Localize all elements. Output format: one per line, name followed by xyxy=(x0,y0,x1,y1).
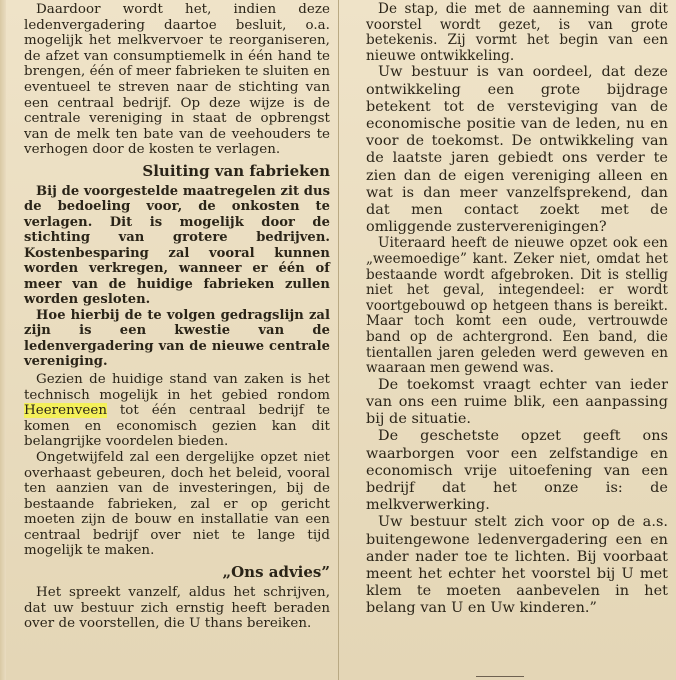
paragraph-opzet xyxy=(366,428,668,514)
paragraph-heerenveen-after: tot één centraal bedrijf te komen en economisch gezien kan dit belangrijke voordelen bieden. xyxy=(24,403,330,450)
paragraph-oordeel-text: Uw bestuur is van oordeel, dat deze ontwikkeling een grote bijdrage betekent tot de versteviging van de economische positie van de leden, nu en voor de toekomst. De ontwikkeling van de laatste jaren gebiedt ons verder te zien dan de eigen vereniging alleen en wat is dan meer vanzelfsprekend, dan dat men contact zoekt met de omliggende zusterverenigingen? xyxy=(366,64,668,236)
paragraph-bestuur xyxy=(366,514,668,617)
paragraph-heerenveen xyxy=(24,372,330,450)
paragraph-weemoedig-text: Uiteraard heeft de nieuwe opzet ook een „weemoedige” kant. Zeker niet, omdat het bestaande wordt afgebroken. Dit is stellig niet het geval, integendeel: er wordt voortgebouwd op hetgeen thans is bereikt. Maar toch komt een oude, vertrouwde band op de achtergrond. Een band, die tientallen jaren geleden werd geweven en waaraan men gewend was. xyxy=(366,235,668,377)
paragraph-opzet-text: De geschetste opzet geeft ons waarborgen voor een zelfstandige en economisch vrije uitoefening van een bedrijf dat het onze is: de melkverwerking. xyxy=(366,428,668,514)
paragraph-gedragslijn xyxy=(24,308,330,370)
subheading-ons-advies: „Ons advies” xyxy=(222,563,330,582)
paragraph-schrijven-text: Het spreekt vanzelf, aldus het schrijven, dat uw bestuur zich ernstig heeft beraden over de voorstellen, die U thans bereiken. xyxy=(24,585,330,632)
paragraph-maatregelen-text: Bij de voorgestelde maatregelen zit dus de bedoeling voor, de onkosten te verlagen. Dit is mogelijk door de stichting van grotere bedrijven. Kostenbesparing zal vooral kunnen worden verkregen, wanneer er één of meer van de huidige fabrieken zullen worden gesloten. xyxy=(24,183,330,308)
paragraph-schrijven xyxy=(24,585,330,632)
paragraph-ongetwijfeld xyxy=(24,450,330,559)
right-column xyxy=(340,0,676,680)
subheading-sluiting: Sluiting van fabrieken xyxy=(142,161,330,180)
paragraph-intro-text: Daardoor wordt het, indien deze ledenvergadering daartoe besluit, o.a. mogelijk het melkvervoer te reorganiseren, de afzet van consumptiemelk in één hand te brengen, één of meer fabrieken te sluiten en eventueel te streven naar de stichting van een centraal bedrijf. Op deze wijze is de centrale vereniging in staat de opbrengst van de melk ten bate van de veehouders te verhogen door de kosten te verlagen. xyxy=(24,2,330,158)
paragraph-intro xyxy=(24,2,330,158)
paragraph-weemoedig xyxy=(366,236,668,376)
paragraph-toekomst-text: De toekomst vraagt echter van ieder van ons een ruime blik, een aanpassing bij de situatie. xyxy=(366,376,668,428)
paragraph-toekomst xyxy=(366,377,668,429)
highlighted-word: Heerenveen xyxy=(24,403,108,419)
paragraph-heerenveen-before: Gezien de huidige stand van zaken is het technisch mogelijk in het gebied rondom xyxy=(24,371,330,403)
paragraph-maatregelen xyxy=(24,184,330,308)
paragraph-bestuur-text: Uw bestuur stelt zich voor op de a.s. buitengewone ledenvergadering een en ander nader toe te lichten. Bij voorbaat meent het echter het voorstel bij U met klem te moeten aanbevelen in het belang van U en Uw kinderen.” xyxy=(366,514,668,617)
paragraph-stap xyxy=(366,2,668,64)
closing-rule xyxy=(476,676,524,677)
paragraph-ongetwijfeld-text: Ongetwijfeld zal een dergelijke opzet niet overhaast gebeuren, doch het beleid, vooral ten aanzien van de investeringen, bij de bestaande fabrieken, zal er op gericht moeten zijn de bouw en installatie van een centraal bedrijf over niet te lange tijd mogelijk te maken. xyxy=(24,449,330,559)
paragraph-oordeel xyxy=(366,64,668,236)
paragraph-stap-text: De stap, die met de aanneming van dit voorstel wordt gezet, is van grote betekenis. Zij vormt het begin van een nieuwe ontwikkeling. xyxy=(366,1,668,64)
paragraph-gedragslijn-text: Hoe hierbij de te volgen gedragslijn zal zijn is een kwestie van de ledenvergadering van de nieuwe centrale vereniging. xyxy=(24,307,330,370)
